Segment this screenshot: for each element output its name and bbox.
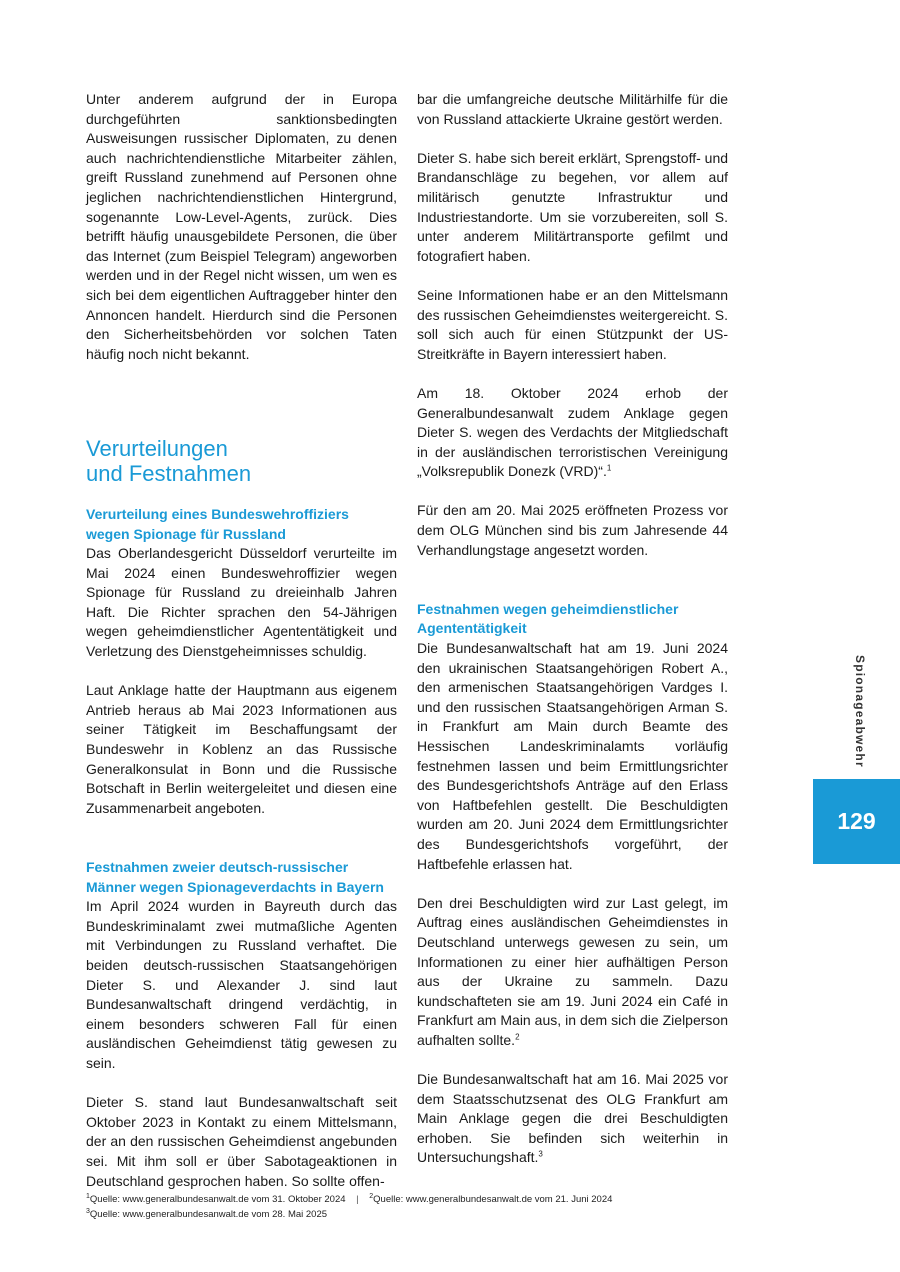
- intro-paragraph: Unter anderem aufgrund der in Europa durchgeführten sanktionsbedingten Ausweisungen russischer Diplomaten, zu denen auch nachrichtendienstliche Mitarbeiter zählen, greift Russland zunehmend auf Personen ohne jeglichen nachrichtendienstlichen Hintergrund, sogenannte Low-Level-Agents, zurück. Dies betrifft häufig unausgebildete Personen, die über das Internet (zum Beispiel Telegram) angeworben werden und in der Regel nicht wissen, um wen es sich bei dem eigentlichen Auftraggeber hinter den Annoncen handelt. Hierdurch sind die Personen den Sicherheitsbehörden vor solchen Taten häufig noch nicht bekannt.: [86, 91, 397, 362]
- left-column: [86, 90, 397, 1211]
- footnote-line-2: [86, 1207, 746, 1222]
- paragraph: Dieter S. habe sich bereit erklärt, Sprengstoff- und Brandanschläge zu begehen, vor allem auf militärisch genutzte Infrastruktur und Industriestandorte. Um sie vorzubereiten, soll S. unter anderem Militärtransporte gefilmt und fotografiert haben.: [417, 149, 729, 264]
- subheading-line: Festnahmen wegen geheimdienstlicher: [417, 600, 679, 617]
- section-title-line2: und Festnahmen: [86, 460, 252, 486]
- paragraph: bar die umfangreiche deutsche Militärhilfe für die von Russland attackierte Ukraine gestört werden.: [417, 91, 728, 127]
- right-column: [417, 90, 728, 1188]
- paragraph: Dieter S. stand laut Bundesanwaltschaft seit Oktober 2023 in Kontakt zu einem Mittelsmann, der an den russischen Geheimdienst angebunden sei. Mit ihm soll er über Sabotageaktionen in Deutschland gesprochen haben. So sollte offen-: [86, 1094, 397, 1189]
- paragraph: Die Bundesanwaltschaft hat am 19. Juni 2024 den ukrainischen Staatsangehörigen Robert A., den armenischen Staatsangehörigen Vardges I. und den russischen Staatsangehörigen Arman S. in Frankfurt am Main durch Beamte des Hessischen Landeskriminalamts vorläufig festnehmen lassen und beim Ermittlungsrichter des Bundesgerichtshofs Anträge auf den Erlass von Haftbefehlen gestellt. Die Beschuldigten wurden am 20. Juni 2024 dem Ermittlungsrichter des Bundesgerichtshofs vorgeführt, der Haftbefehle erlassen hat.: [417, 640, 728, 872]
- paragraph: [417, 1070, 728, 1168]
- paragraph: Das Oberlandesgericht Düsseldorf verurteilte im Mai 2024 einen Bundeswehroffizier wegen Spionage für Russland zu dreieinhalb Jahren Haft. Die Richter sprachen den 54-Jährigen wegen geheimdienstlicher Agententätigkeit und Verletzung des Dienstgeheimnisses schuldig.: [86, 545, 397, 660]
- paragraph: [417, 894, 728, 1051]
- subheading-line: Agententätigkeit: [417, 620, 527, 637]
- paragraph: [417, 384, 728, 482]
- section-side-label: Spionageabwehr: [853, 655, 867, 768]
- page-number: 129: [813, 779, 900, 864]
- footnote-number: 2: [369, 1192, 374, 1200]
- subheading-line: Männer wegen Spionageverdachts in Bayern: [86, 878, 384, 895]
- paragraph: Für den am 20. Mai 2025 eröffneten Prozess vor dem OLG München sind bis zum Jahresende 44 Verhandlungstage angesetzt worden.: [417, 502, 728, 558]
- subheading-line: Festnahmen zweier deutsch-russischer: [86, 859, 349, 875]
- paragraph: Im April 2024 wurden in Bayreuth durch das Bundeskriminalamt zwei mutmaßliche Agenten mit Verbindungen zu Russland verhaftet. Die beiden deutsch-russischen Staatsangehörigen Dieter S. und Alexander J. sind laut Bundesanwaltschaft dringend verdächtig, in einem besonders schweren Fall für einen ausländischen Geheimdienst tätig gewesen zu sein.: [86, 898, 397, 1071]
- paragraph-text: Den drei Beschuldigten wird zur Last gelegt, im Auftrag eines ausländischen Geheimdienstes in Deutschland unterwegs gewesen zu sein, um Informationen zu einer hier aufhältigen Person aus der Ukraine zu sammeln. Dazu kundschafteten sie am 19. Juni 2024 ein Café in Frankfurt am Main aus, in dem sich die Zielperson aufhalten sollte.: [417, 894, 728, 1048]
- footnote-ref: 3: [538, 1149, 543, 1159]
- footnote-separator: |: [356, 1194, 359, 1205]
- subheading-bundeswehr: [86, 505, 397, 544]
- footnote-text: Quelle: www.generalbundesanwalt.de vom 21. Juni 2024: [373, 1194, 613, 1205]
- footnote-ref: 1: [606, 463, 612, 473]
- footnote-ref: 2: [515, 1032, 520, 1042]
- footnote-number: 3: [86, 1207, 90, 1215]
- paragraph: Seine Informationen habe er an den Mittelsmann des russischen Geheimdienstes weitergereicht. S. soll sich auch für einen Stützpunkt der US-Streitkräfte in Bayern interessiert haben.: [417, 286, 728, 362]
- footnote-line-1: [86, 1192, 746, 1207]
- subheading-festnahmen: [417, 600, 728, 639]
- footnote-text: Quelle: www.generalbundesanwalt.de vom 28. Mai 2025: [89, 1209, 328, 1220]
- section-title: [86, 436, 397, 486]
- paragraph-text: Die Bundesanwaltschaft hat am 16. Mai 2025 vor dem Staatsschutzsenat des OLG Frankfurt am Main Anklage gegen die drei Beschuldigten erhoben. Sie befinden sich weiterhin in Untersuchungshaft.: [417, 1071, 728, 1166]
- footnotes: [86, 1192, 746, 1222]
- paragraph: Laut Anklage hatte der Hauptmann aus eigenem Antrieb heraus ab Mai 2023 Informationen aus seiner Tätigkeit im Beschaffungsamt der Bundeswehr in Koblenz an das Russische Generalkonsulat in Bonn und die Russische Botschaft in Berlin weitergeleitet und diesen eine Zusammenarbeit angeboten.: [86, 682, 397, 816]
- paragraph-text: Am 18. Oktober 2024 erhob der Generalbundesanwalt zudem Anklage gegen Dieter S. wegen des Verdachts der Mitgliedschaft in der ausländischen terroristischen Vereinigung „Volksrepublik Donezk (VRD)“.: [417, 384, 728, 480]
- footnote-text: Quelle: www.generalbundesanwalt.de vom 31. Oktober 2024: [89, 1194, 346, 1205]
- section-title-line1: Verurteilungen: [86, 435, 228, 461]
- subheading-line: Verurteilung eines Bundeswehroffiziers: [86, 505, 349, 522]
- subheading-bayern: [86, 858, 397, 897]
- subheading-line: wegen Spionage für Russland: [86, 525, 286, 542]
- footnote-number: 1: [86, 1192, 90, 1200]
